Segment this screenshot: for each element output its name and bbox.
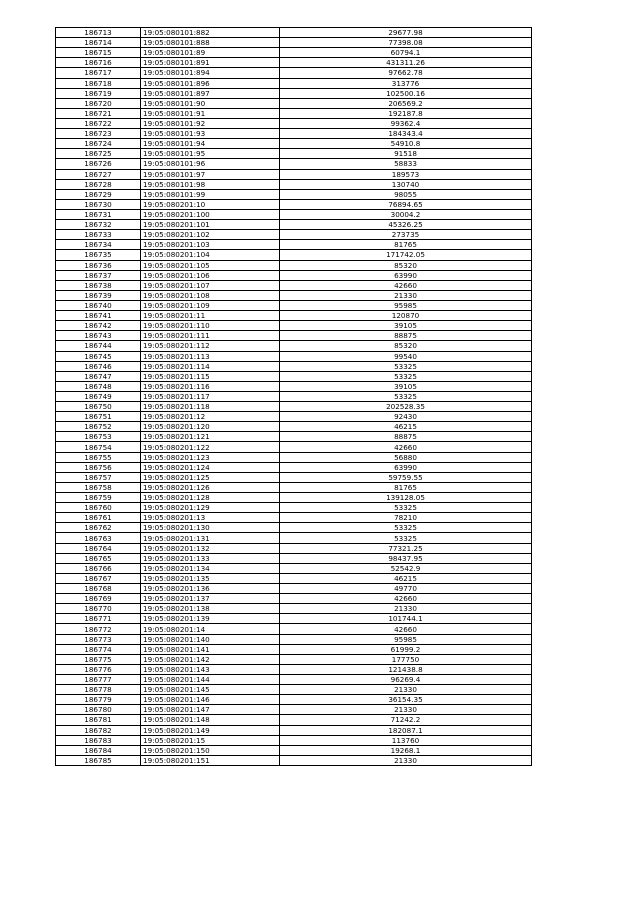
cadastral-number-cell: 19:05:080201:131 [141, 533, 280, 543]
row-number-cell: 186718 [56, 78, 141, 88]
row-number-cell: 186717 [56, 68, 141, 78]
value-cell: 85320 [280, 260, 532, 270]
row-number-cell: 186726 [56, 159, 141, 169]
table-row [56, 735, 532, 745]
cadastral-number-cell: 19:05:080201:100 [141, 209, 280, 219]
value-cell: 30004.2 [280, 209, 532, 219]
cadastral-number-cell: 19:05:080101:98 [141, 179, 280, 189]
value-cell: 36154.35 [280, 695, 532, 705]
value-cell: 130740 [280, 179, 532, 189]
value-cell: 63990 [280, 462, 532, 472]
row-number-cell: 186766 [56, 563, 141, 573]
value-cell: 313776 [280, 78, 532, 88]
row-number-cell: 186771 [56, 614, 141, 624]
row-number-cell: 186748 [56, 381, 141, 391]
value-cell: 21330 [280, 290, 532, 300]
row-number-cell: 186722 [56, 118, 141, 128]
row-number-cell: 186781 [56, 715, 141, 725]
table-row [56, 584, 532, 594]
table-row [56, 78, 532, 88]
row-number-cell: 186767 [56, 573, 141, 583]
cadastral-number-cell: 19:05:080201:145 [141, 685, 280, 695]
value-cell: 59759.55 [280, 472, 532, 482]
cadastral-number-cell: 19:05:080201:133 [141, 553, 280, 563]
cadastral-number-cell: 19:05:080201:147 [141, 705, 280, 715]
row-number-cell: 186729 [56, 189, 141, 199]
cadastral-number-cell: 19:05:080101:94 [141, 139, 280, 149]
value-cell: 177750 [280, 654, 532, 664]
value-cell: 81765 [280, 482, 532, 492]
table-row [56, 68, 532, 78]
cadastral-number-cell: 19:05:080201:137 [141, 594, 280, 604]
table-row [56, 452, 532, 462]
row-number-cell: 186732 [56, 220, 141, 230]
table-row [56, 442, 532, 452]
table-row [56, 715, 532, 725]
cadastral-number-cell: 19:05:080201:136 [141, 584, 280, 594]
cadastral-number-cell: 19:05:080101:92 [141, 118, 280, 128]
row-number-cell: 186719 [56, 88, 141, 98]
row-number-cell: 186753 [56, 432, 141, 442]
table-row [56, 563, 532, 573]
table-row [56, 573, 532, 583]
value-cell: 53325 [280, 391, 532, 401]
cadastral-number-cell: 19:05:080201:15 [141, 735, 280, 745]
row-number-cell: 186749 [56, 391, 141, 401]
value-cell: 189573 [280, 169, 532, 179]
row-number-cell: 186784 [56, 745, 141, 755]
cadastral-number-cell: 19:05:080201:118 [141, 402, 280, 412]
row-number-cell: 186750 [56, 402, 141, 412]
cadastral-number-cell: 19:05:080201:101 [141, 220, 280, 230]
value-cell: 273735 [280, 230, 532, 240]
cadastral-number-cell: 19:05:080101:93 [141, 129, 280, 139]
value-cell: 99362.4 [280, 118, 532, 128]
value-cell: 121438.8 [280, 664, 532, 674]
row-number-cell: 186758 [56, 482, 141, 492]
value-cell: 77321.25 [280, 543, 532, 553]
table-row [56, 250, 532, 260]
row-number-cell: 186755 [56, 452, 141, 462]
value-cell: 431311.26 [280, 58, 532, 68]
table-row [56, 199, 532, 209]
cadastral-number-cell: 19:05:080201:13 [141, 513, 280, 523]
value-cell: 53325 [280, 503, 532, 513]
row-number-cell: 186774 [56, 644, 141, 654]
value-cell: 42660 [280, 442, 532, 452]
cadastral-number-cell: 19:05:080201:124 [141, 462, 280, 472]
table-row [56, 381, 532, 391]
row-number-cell: 186776 [56, 664, 141, 674]
value-cell: 97662.78 [280, 68, 532, 78]
cadastral-number-cell: 19:05:080101:95 [141, 149, 280, 159]
table-body [56, 28, 532, 766]
row-number-cell: 186742 [56, 321, 141, 331]
value-cell: 29677.98 [280, 28, 532, 38]
table-row [56, 270, 532, 280]
table-row [56, 553, 532, 563]
row-number-cell: 186751 [56, 412, 141, 422]
row-number-cell: 186772 [56, 624, 141, 634]
row-number-cell: 186739 [56, 290, 141, 300]
cadastral-number-cell: 19:05:080201:134 [141, 563, 280, 573]
cadastral-number-cell: 19:05:080101:896 [141, 78, 280, 88]
cadastral-number-cell: 19:05:080201:138 [141, 604, 280, 614]
table-row [56, 503, 532, 513]
cadastral-number-cell: 19:05:080201:122 [141, 442, 280, 452]
value-cell: 101744.1 [280, 614, 532, 624]
row-number-cell: 186764 [56, 543, 141, 553]
row-number-cell: 186733 [56, 230, 141, 240]
cadastral-number-cell: 19:05:080201:10 [141, 199, 280, 209]
cadastral-number-cell: 19:05:080201:111 [141, 331, 280, 341]
value-cell: 53325 [280, 371, 532, 381]
cadastral-number-cell: 19:05:080201:103 [141, 240, 280, 250]
value-cell: 61999.2 [280, 644, 532, 654]
value-cell: 182087.1 [280, 725, 532, 735]
cadastral-number-cell: 19:05:080101:90 [141, 98, 280, 108]
value-cell: 96269.4 [280, 675, 532, 685]
value-cell: 21330 [280, 755, 532, 765]
table-row [56, 533, 532, 543]
cadastral-number-cell: 19:05:080201:107 [141, 280, 280, 290]
row-number-cell: 186720 [56, 98, 141, 108]
row-number-cell: 186745 [56, 351, 141, 361]
row-number-cell: 186768 [56, 584, 141, 594]
value-cell: 52542.9 [280, 563, 532, 573]
row-number-cell: 186775 [56, 654, 141, 664]
cadastral-number-cell: 19:05:080201:117 [141, 391, 280, 401]
table-row [56, 220, 532, 230]
table-row [56, 513, 532, 523]
cadastral-number-cell: 19:05:080201:144 [141, 675, 280, 685]
cadastral-number-cell: 19:05:080201:130 [141, 523, 280, 533]
value-cell: 88875 [280, 331, 532, 341]
cadastral-number-cell: 19:05:080201:128 [141, 493, 280, 503]
value-cell: 81765 [280, 240, 532, 250]
row-number-cell: 186737 [56, 270, 141, 280]
value-cell: 98437.95 [280, 553, 532, 563]
row-number-cell: 186713 [56, 28, 141, 38]
value-cell: 21330 [280, 604, 532, 614]
row-number-cell: 186743 [56, 331, 141, 341]
data-table [55, 27, 532, 766]
cadastral-number-cell: 19:05:080201:125 [141, 472, 280, 482]
value-cell: 171742.05 [280, 250, 532, 260]
row-number-cell: 186765 [56, 553, 141, 563]
row-number-cell: 186770 [56, 604, 141, 614]
table-row [56, 311, 532, 321]
table-row [56, 169, 532, 179]
cadastral-number-cell: 19:05:080101:882 [141, 28, 280, 38]
table-row [56, 472, 532, 482]
cadastral-number-cell: 19:05:080101:891 [141, 58, 280, 68]
value-cell: 113760 [280, 735, 532, 745]
table-row [56, 755, 532, 765]
row-number-cell: 186734 [56, 240, 141, 250]
cadastral-number-cell: 19:05:080201:114 [141, 361, 280, 371]
table-row [56, 240, 532, 250]
value-cell: 42660 [280, 624, 532, 634]
row-number-cell: 186747 [56, 371, 141, 381]
value-cell: 42660 [280, 594, 532, 604]
cadastral-number-cell: 19:05:080101:99 [141, 189, 280, 199]
table-row [56, 685, 532, 695]
row-number-cell: 186741 [56, 311, 141, 321]
cadastral-number-cell: 19:05:080201:106 [141, 270, 280, 280]
value-cell: 91518 [280, 149, 532, 159]
value-cell: 139128.05 [280, 493, 532, 503]
row-number-cell: 186721 [56, 108, 141, 118]
row-number-cell: 186778 [56, 685, 141, 695]
table-row [56, 331, 532, 341]
table-row [56, 341, 532, 351]
cadastral-number-cell: 19:05:080101:97 [141, 169, 280, 179]
table-row [56, 230, 532, 240]
value-cell: 88875 [280, 432, 532, 442]
cadastral-number-cell: 19:05:080201:12 [141, 412, 280, 422]
row-number-cell: 186727 [56, 169, 141, 179]
cadastral-number-cell: 19:05:080201:132 [141, 543, 280, 553]
cadastral-number-cell: 19:05:080201:139 [141, 614, 280, 624]
table-row [56, 108, 532, 118]
table-row [56, 290, 532, 300]
value-cell: 53325 [280, 533, 532, 543]
row-number-cell: 186731 [56, 209, 141, 219]
row-number-cell: 186752 [56, 422, 141, 432]
cadastral-number-cell: 19:05:080101:888 [141, 38, 280, 48]
value-cell: 21330 [280, 705, 532, 715]
row-number-cell: 186738 [56, 280, 141, 290]
cadastral-number-cell: 19:05:080201:11 [141, 311, 280, 321]
cadastral-number-cell: 19:05:080201:110 [141, 321, 280, 331]
cadastral-number-cell: 19:05:080101:96 [141, 159, 280, 169]
row-number-cell: 186714 [56, 38, 141, 48]
row-number-cell: 186782 [56, 725, 141, 735]
value-cell: 63990 [280, 270, 532, 280]
value-cell: 85320 [280, 341, 532, 351]
table-row [56, 179, 532, 189]
table-row [56, 28, 532, 38]
value-cell: 39105 [280, 381, 532, 391]
row-number-cell: 186773 [56, 634, 141, 644]
row-number-cell: 186715 [56, 48, 141, 58]
row-number-cell: 186744 [56, 341, 141, 351]
table-row [56, 118, 532, 128]
cadastral-number-cell: 19:05:080201:149 [141, 725, 280, 735]
row-number-cell: 186760 [56, 503, 141, 513]
value-cell: 95985 [280, 634, 532, 644]
value-cell: 21330 [280, 685, 532, 695]
row-number-cell: 186762 [56, 523, 141, 533]
table-row [56, 98, 532, 108]
value-cell: 58833 [280, 159, 532, 169]
cadastral-number-cell: 19:05:080201:150 [141, 745, 280, 755]
value-cell: 92430 [280, 412, 532, 422]
table-row [56, 705, 532, 715]
table-row [56, 543, 532, 553]
cadastral-number-cell: 19:05:080101:91 [141, 108, 280, 118]
cadastral-number-cell: 19:05:080201:120 [141, 422, 280, 432]
row-number-cell: 186785 [56, 755, 141, 765]
row-number-cell: 186716 [56, 58, 141, 68]
table-row [56, 745, 532, 755]
row-number-cell: 186761 [56, 513, 141, 523]
table-row [56, 402, 532, 412]
row-number-cell: 186740 [56, 300, 141, 310]
table-row [56, 209, 532, 219]
table-row [56, 614, 532, 624]
cadastral-number-cell: 19:05:080201:105 [141, 260, 280, 270]
table-row [56, 493, 532, 503]
cadastral-number-cell: 19:05:080201:148 [141, 715, 280, 725]
table-row [56, 604, 532, 614]
cadastral-number-cell: 19:05:080201:102 [141, 230, 280, 240]
table-row [56, 38, 532, 48]
value-cell: 76894.65 [280, 199, 532, 209]
row-number-cell: 186746 [56, 361, 141, 371]
table-row [56, 149, 532, 159]
table-row [56, 695, 532, 705]
table-row [56, 361, 532, 371]
table-row [56, 351, 532, 361]
value-cell: 184343.4 [280, 129, 532, 139]
value-cell: 39105 [280, 321, 532, 331]
row-number-cell: 186754 [56, 442, 141, 452]
value-cell: 45326.25 [280, 220, 532, 230]
table-row [56, 300, 532, 310]
value-cell: 56880 [280, 452, 532, 462]
row-number-cell: 186756 [56, 462, 141, 472]
value-cell: 42660 [280, 280, 532, 290]
cadastral-number-cell: 19:05:080201:151 [141, 755, 280, 765]
cadastral-number-cell: 19:05:080201:113 [141, 351, 280, 361]
cadastral-number-cell: 19:05:080201:109 [141, 300, 280, 310]
table-row [56, 664, 532, 674]
table-row [56, 725, 532, 735]
value-cell: 46215 [280, 422, 532, 432]
table-row [56, 280, 532, 290]
cadastral-number-cell: 19:05:080201:129 [141, 503, 280, 513]
value-cell: 98055 [280, 189, 532, 199]
table-row [56, 624, 532, 634]
value-cell: 192187.8 [280, 108, 532, 118]
value-cell: 46215 [280, 573, 532, 583]
table-row [56, 371, 532, 381]
row-number-cell: 186783 [56, 735, 141, 745]
value-cell: 102500.16 [280, 88, 532, 98]
row-number-cell: 186759 [56, 493, 141, 503]
table-row [56, 58, 532, 68]
row-number-cell: 186769 [56, 594, 141, 604]
cadastral-number-cell: 19:05:080201:115 [141, 371, 280, 381]
row-number-cell: 186777 [56, 675, 141, 685]
cadastral-number-cell: 19:05:080201:123 [141, 452, 280, 462]
table-row [56, 48, 532, 58]
cadastral-number-cell: 19:05:080201:116 [141, 381, 280, 391]
table-row [56, 189, 532, 199]
value-cell: 99540 [280, 351, 532, 361]
row-number-cell: 186757 [56, 472, 141, 482]
value-cell: 78210 [280, 513, 532, 523]
cadastral-number-cell: 19:05:080101:89 [141, 48, 280, 58]
value-cell: 120870 [280, 311, 532, 321]
value-cell: 53325 [280, 523, 532, 533]
row-number-cell: 186730 [56, 199, 141, 209]
cadastral-number-cell: 19:05:080201:142 [141, 654, 280, 664]
value-cell: 19268.1 [280, 745, 532, 755]
table-row [56, 88, 532, 98]
table-row [56, 634, 532, 644]
table-row [56, 321, 532, 331]
cadastral-number-cell: 19:05:080201:112 [141, 341, 280, 351]
value-cell: 71242.2 [280, 715, 532, 725]
cadastral-number-cell: 19:05:080201:126 [141, 482, 280, 492]
row-number-cell: 186728 [56, 179, 141, 189]
table-row [56, 139, 532, 149]
value-cell: 95985 [280, 300, 532, 310]
row-number-cell: 186723 [56, 129, 141, 139]
row-number-cell: 186763 [56, 533, 141, 543]
table-row [56, 422, 532, 432]
table-row [56, 129, 532, 139]
table-row [56, 462, 532, 472]
table-row [56, 654, 532, 664]
table-row [56, 523, 532, 533]
row-number-cell: 186736 [56, 260, 141, 270]
table-row [56, 391, 532, 401]
table-row [56, 482, 532, 492]
table-row [56, 675, 532, 685]
value-cell: 53325 [280, 361, 532, 371]
value-cell: 202528.35 [280, 402, 532, 412]
table-row [56, 594, 532, 604]
cadastral-number-cell: 19:05:080101:894 [141, 68, 280, 78]
cadastral-number-cell: 19:05:080201:140 [141, 634, 280, 644]
cadastral-number-cell: 19:05:080201:121 [141, 432, 280, 442]
row-number-cell: 186735 [56, 250, 141, 260]
row-number-cell: 186779 [56, 695, 141, 705]
row-number-cell: 186725 [56, 149, 141, 159]
cadastral-number-cell: 19:05:080201:14 [141, 624, 280, 634]
value-cell: 54910.8 [280, 139, 532, 149]
table-row [56, 432, 532, 442]
value-cell: 206569.2 [280, 98, 532, 108]
table-row [56, 412, 532, 422]
cadastral-number-cell: 19:05:080201:104 [141, 250, 280, 260]
value-cell: 49770 [280, 584, 532, 594]
table-row [56, 644, 532, 654]
cadastral-number-cell: 19:05:080201:135 [141, 573, 280, 583]
row-number-cell: 186724 [56, 139, 141, 149]
value-cell: 60794.1 [280, 48, 532, 58]
cadastral-number-cell: 19:05:080201:146 [141, 695, 280, 705]
cadastral-number-cell: 19:05:080201:108 [141, 290, 280, 300]
table-row [56, 159, 532, 169]
cadastral-number-cell: 19:05:080201:141 [141, 644, 280, 654]
cadastral-number-cell: 19:05:080201:143 [141, 664, 280, 674]
value-cell: 77398.08 [280, 38, 532, 48]
cadastral-number-cell: 19:05:080101:897 [141, 88, 280, 98]
table-row [56, 260, 532, 270]
row-number-cell: 186780 [56, 705, 141, 715]
